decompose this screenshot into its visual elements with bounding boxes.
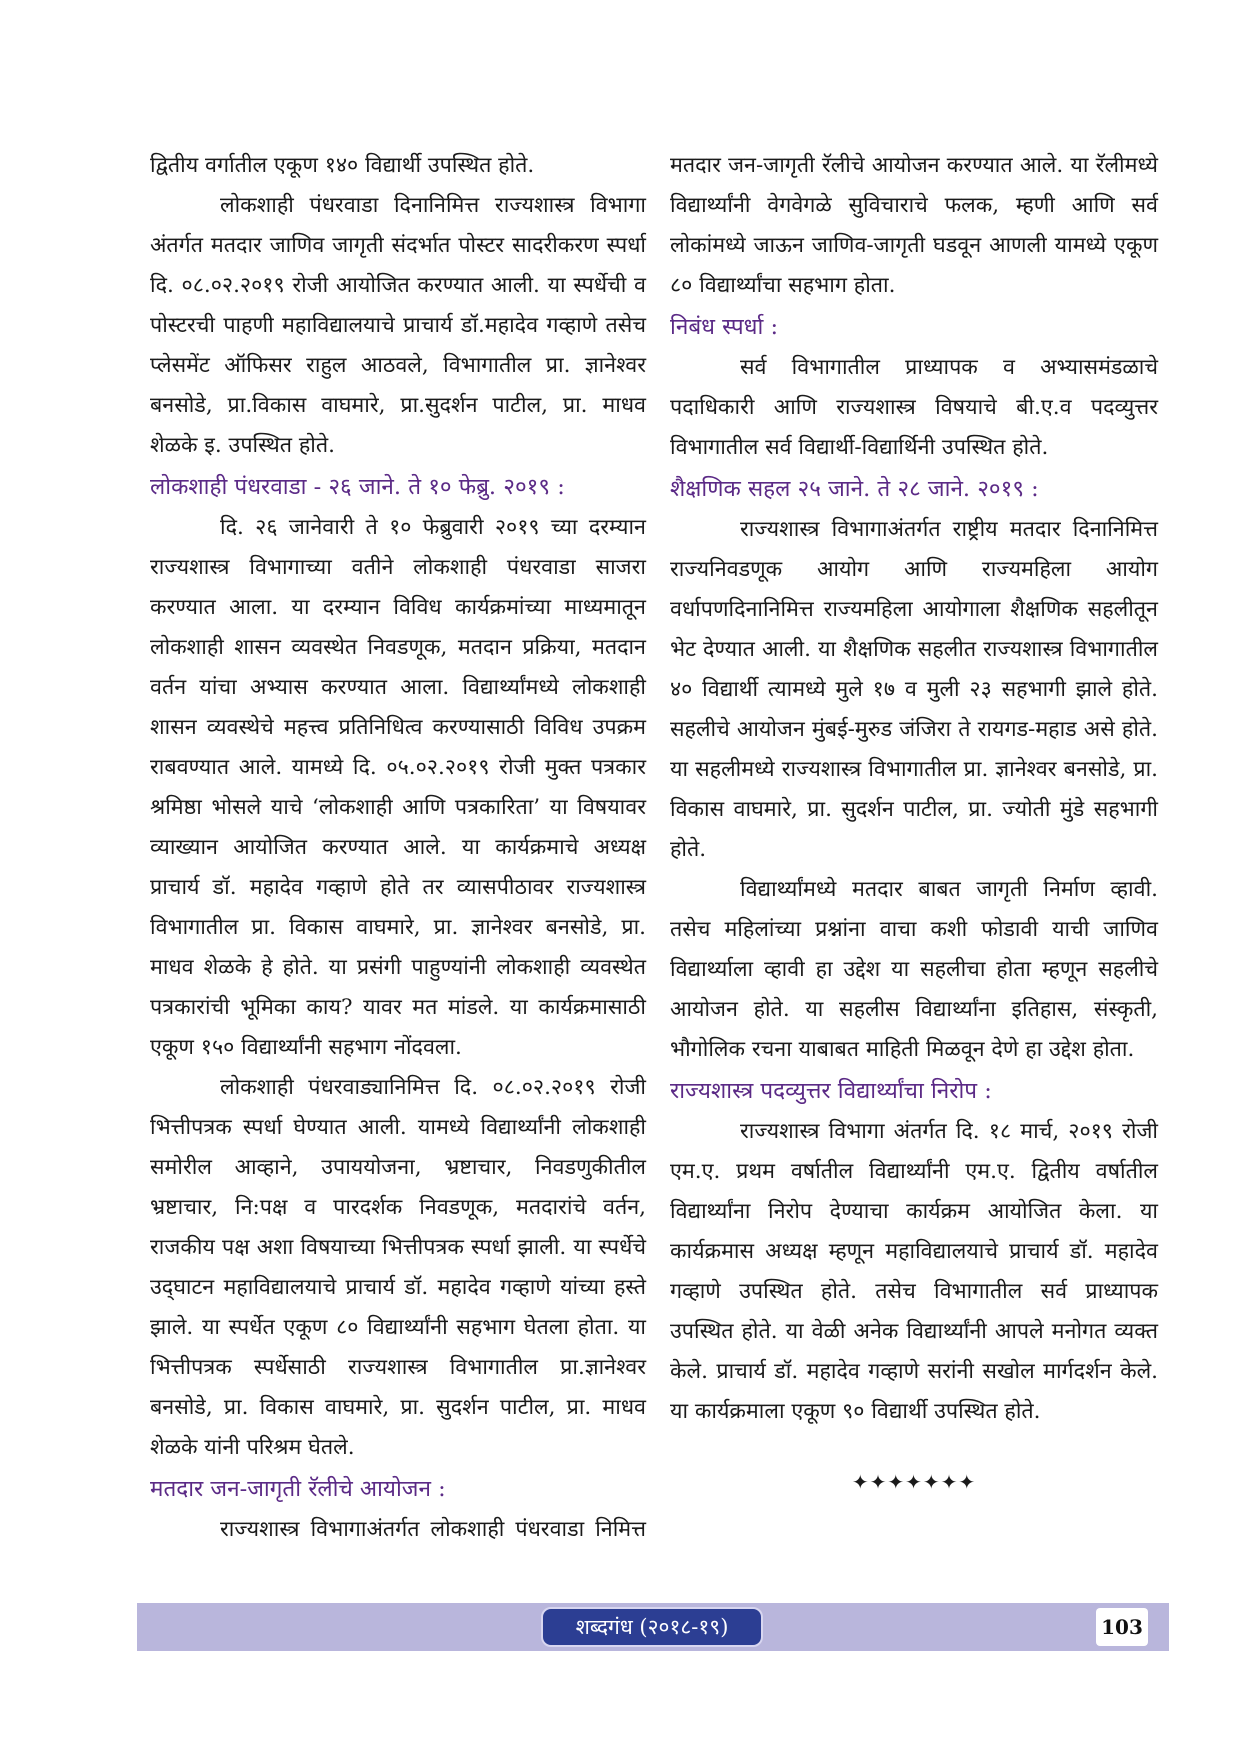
section-heading: शैक्षणिक सहल २५ जाने. ते २८ जाने. २०१९ : xyxy=(670,476,1039,502)
section-heading: मतदार जन-जागृती रॅलीचे आयोजन : xyxy=(150,1476,446,1502)
left-column xyxy=(150,146,646,1550)
paragraph: दि. २६ जानेवारी ते १० फेब्रुवारी २०१९ च्या दरम्यान राज्यशास्त्र विभागाच्या वतीने लोकशाही पंधरवाडा साजरा करण्यात आला. या दरम्यान विविध कार्यक्रमांच्या माध्यमातून लोकशाही शासन व्यवस्थेत निवडणूक, मतदान प्रक्रिया, मतदान वर्तन यांचा अभ्यास करण्यात आला. विद्यार्थ्यांमध्ये लोकशाही शासन व्यवस्थेचे महत्त्व प्रतिनिधित्व करण्यासाठी विविध उपक्रम राबवण्यात आले. यामध्ये दि. ०५.०२.२०१९ रोजी मुक्त पत्रकार श्रमिष्ठा भोसले याचे ‘लोकशाही आणि पत्रकारिता’ या विषयावर व्याख्यान आयोजित करण्यात आले. या कार्यक्रमाचे अध्यक्ष प्राचार्य डॉ. महादेव गव्हाणे होते तर व्यासपीठावर राज्यशास्त्र विभागातील प्रा. विकास वाघमारे, प्रा. ज्ञानेश्वर बनसोडे, प्रा. माधव शेळके हे होते. या प्रसंगी पाहुण्यांनी लोकशाही व्यवस्थेत पत्रकारांची भूमिका काय? यावर मत मांडले. या कार्यक्रमासाठी एकूण १५० विद्यार्थ्यांनी सहभाग नोंदवला. xyxy=(150,515,646,1060)
right-column-text xyxy=(670,146,1158,1432)
paragraph: लोकशाही पंधरवाड्यानिमित्त दि. ०८.०२.२०१९ रोजी भित्तीपत्रक स्पर्धा घेण्यात आली. यामध्ये विद्यार्थ्यांनी लोकशाही समोरील आव्हाने, उपाययोजना, भ्रष्टाचार, निवडणुकीतील भ्रष्टाचार, नि:पक्ष व पारदर्शक निवडणूक, मतदारांचे वर्तन, राजकीय पक्ष अशा विषयाच्या भित्तीपत्रक स्पर्धा झाली. या स्पर्धेचे उद्‌घाटन महाविद्यालयाचे प्राचार्य डॉ. महादेव गव्हाणे यांच्या हस्ते झाले. या स्पर्धेत एकूण ८० विद्यार्थ्यांनी सहभाग घेतला होता. या भित्तीपत्रक स्पर्धेसाठी राज्यशास्त्र विभागातील प्रा.ज्ञानेश्वर बनसोडे, प्रा. विकास वाघमारे, प्रा. सुदर्शन पाटील, प्रा. माधव शेळके यांनी परिश्रम घेतले. xyxy=(150,1075,646,1460)
journal-title: शब्दगंध (२०१८-१९) xyxy=(541,1607,763,1647)
right-column xyxy=(670,146,1158,1502)
paragraph: द्वितीय वर्गातील एकूण १४० विद्यार्थी उपस्थित होते. xyxy=(150,153,535,178)
section-heading: राज्यशास्त्र पदव्युत्तर विद्यार्थ्यांचा निरोप : xyxy=(670,1078,992,1104)
page-number: 103 xyxy=(1096,1608,1148,1646)
section-heading: लोकशाही पंधरवाडा - २६ जाने. ते १० फेब्रु. २०१९ : xyxy=(150,474,565,500)
section-heading: निबंध स्पर्धा : xyxy=(670,314,779,340)
paragraph: लोकशाही पंधरवाडा दिनानिमित्त राज्यशास्त्र विभागा अंतर्गत मतदार जाणिव जागृती संदर्भात पोस्टर सादरीकरण स्पर्धा दि. ०८.०२.२०१९ रोजी आयोजित करण्यात आली. या स्पर्धेची व पोस्टरची पाहणी महाविद्यालयाचे प्राचार्य डॉ.महादेव गव्हाणे तसेच प्लेसमेंट ऑफिसर राहुल आठवले, विभागातील प्रा. ज्ञानेश्वर बनसोडे, प्रा.विकास वाघमारे, प्रा.सुदर्शन पाटील, प्रा. माधव शेळके इ. उपस्थित होते. xyxy=(150,193,646,458)
paragraph: विद्यार्थ्यांमध्ये मतदार बाबत जागृती निर्माण व्हावी. तसेच महिलांच्या प्रश्नांना वाचा कशी फोडावी याची जाणिव विद्यार्थ्याला व्हावी हा उद्देश या सहलीचा होता म्हणून सहलीचे आयोजन होते. या सहलीस विद्यार्थ्यांना इतिहास, संस्कृती, भौगोलिक रचना याबाबत माहिती मिळवून देणे हा उद्देश होता. xyxy=(670,877,1158,1062)
section-end-ornament: ✦✦✦✦✦✦✦ xyxy=(851,1470,977,1494)
paragraph: राज्यशास्त्र विभागा अंतर्गत दि. १८ मार्च, २०१९ रोजी एम.ए. प्रथम वर्षातील विद्यार्थ्यांनी एम.ए. द्वितीय वर्षातील विद्यार्थ्यांना निरोप देण्याचा कार्यक्रम आयोजित केला. या कार्यक्रमास अध्यक्ष म्हणून महाविद्यालयाचे प्राचार्य डॉ. महादेव गव्हाणे उपस्थित होते. तसेच विभागातील सर्व प्राध्यापक उपस्थित होते. या वेळी अनेक विद्यार्थ्यांनी आपले मनोगत व्यक्त केले. प्राचार्य डॉ. महादेव गव्हाणे सरांनी सखोल मार्गदर्शन केले. या कार्यक्रमाला एकूण ९० विद्यार्थी उपस्थित होते. xyxy=(670,1119,1158,1424)
paragraph: मतदार जन-जागृती रॅलीचे आयोजन करण्यात आले. या रॅलीमध्ये विद्यार्थ्यांनी वेगवेगळे सुविचाराचे फलक, म्हणी आणि सर्व लोकांमध्ये जाऊन जाणिव-जागृती घडवून आणली यामध्ये एकूण ८० विद्यार्थ्यांचा सहभाग होता. xyxy=(670,153,1158,298)
paragraph: राज्यशास्त्र विभागाअंतर्गत लोकशाही पंधरवाडा निमित्त xyxy=(220,1517,646,1542)
paragraph: सर्व विभागातील प्राध्यापक व अभ्यासमंडळाचे पदाधिकारी आणि राज्यशास्त्र विषयाचे बी.ए.व पदव्युत्तर विभागातील सर्व विद्यार्थी-विद्यार्थिनी उपस्थित होते. xyxy=(670,355,1158,460)
paragraph: राज्यशास्त्र विभागाअंतर्गत राष्ट्रीय मतदार दिनानिमित्त राज्यनिवडणूक आयोग आणि राज्यमहिला आयोग वर्धापणदिनानिमित्त राज्यमहिला आयोगाला शैक्षणिक सहलीतून भेट देण्यात आली. या शैक्षणिक सहलीत राज्यशास्त्र विभागातील ४० विद्यार्थी त्यामध्ये मुले १७ व मुली २३ सहभागी झाले होते. सहलीचे आयोजन मुंबई-मुरुड जंजिरा ते रायगड-महाड असे होते. या सहलीमध्ये राज्यशास्त्र विभागातील प्रा. ज्ञानेश्वर बनसोडे, प्रा. विकास वाघमारे, प्रा. सुदर्शन पाटील, प्रा. ज्योती मुंडे सहभागी होते. xyxy=(670,517,1158,862)
